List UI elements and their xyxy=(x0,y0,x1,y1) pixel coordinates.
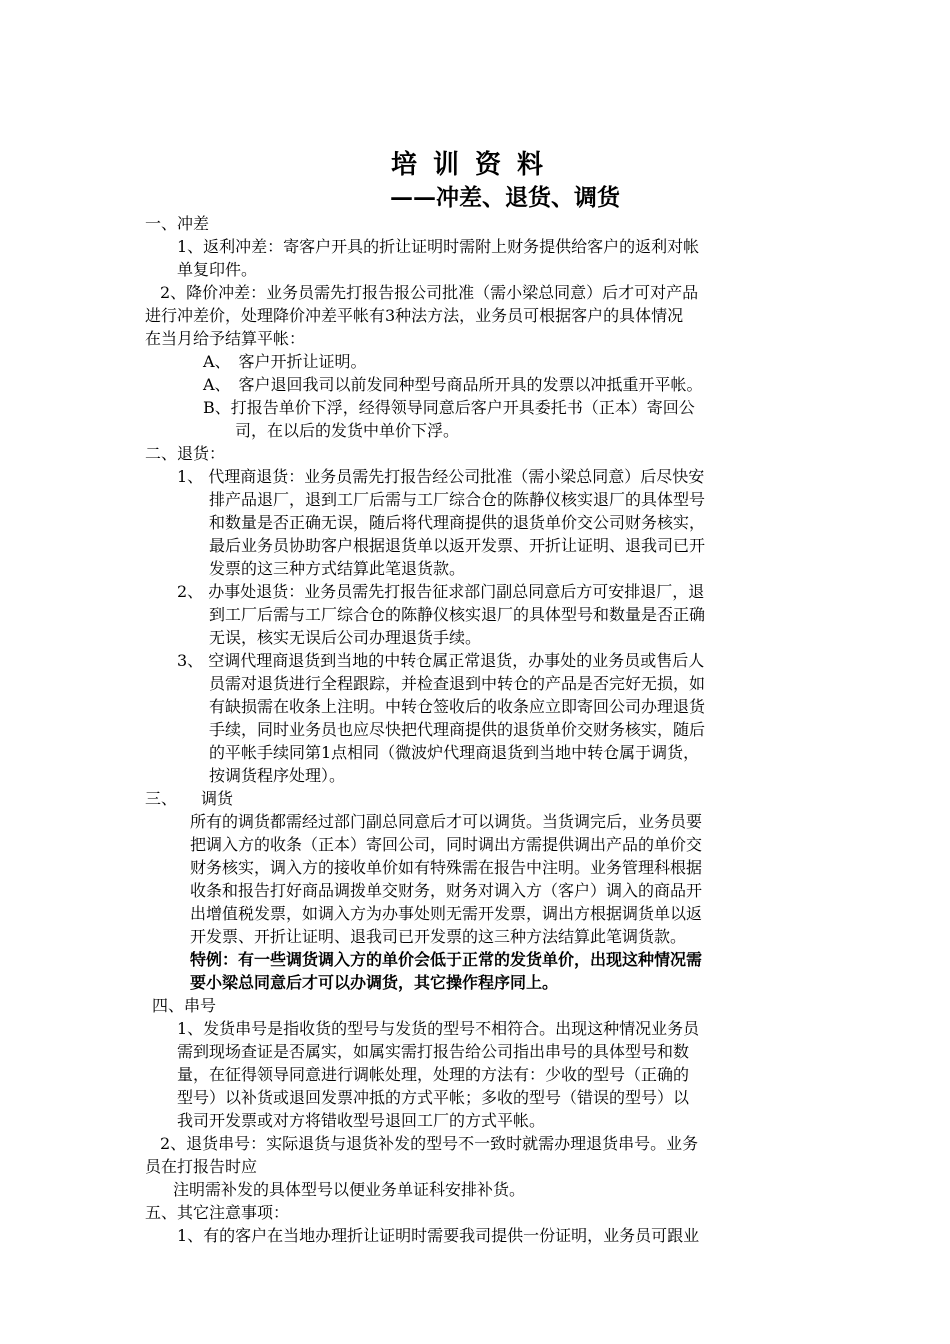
paragraph-line: 把调入方的收条（正本）寄回公司，同时调出方需提供调出产品的单价交 xyxy=(190,835,703,854)
list-item: 的平帐手续同第1点相同（微波炉代理商退货到当地中转仓属于调货， xyxy=(209,743,700,762)
paragraph-line: 所有的调货都需经过部门副总同意后才可以调货。当货调完后，业务员要 xyxy=(190,812,703,831)
paragraph-line: 1、有的客户在当地办理折让证明时需要我司提供一份证明，业务员可跟业 xyxy=(177,1226,700,1245)
list-item: 无误，核实无误后公司办理退货手续。 xyxy=(209,628,482,647)
paragraph-line: 在当月给予结算平帐： xyxy=(145,329,306,348)
paragraph-line: 2、降价冲差：业务员需先打报告报公司批准（需小梁总同意）后才可对产品 xyxy=(160,283,699,302)
paragraph-line: 出增值税发票，如调入方为办事处则无需开发票，调出方根据调货单以返 xyxy=(190,904,703,923)
paragraph-line: 需到现场查证是否属实，如属实需打报告给公司指出串号的具体型号和数 xyxy=(177,1042,690,1061)
document-subtitle: ——冲差、退货、调货 xyxy=(390,184,620,211)
paragraph-line: 收条和报告打好商品调拨单交财务，财务对调入方（客户）调入的商品开 xyxy=(190,881,703,900)
list-item: 2、 办事处退货：业务员需先打报告征求部门副总同意后方可安排退厂，退 xyxy=(177,582,705,601)
list-item: B、打报告单价下浮，经得领导同意后客户开具委托书（正本）寄回公 xyxy=(203,398,695,417)
list-item: 和数量是否正确无误，随后将代理商提供的退货单价交公司财务核实， xyxy=(209,513,706,532)
list-item: A、 客户退回我司以前发同种型号商品所开具的发票以冲抵重开平帐。 xyxy=(203,375,703,394)
paragraph-line: 注明需补发的具体型号以便业务单证科安排补货。 xyxy=(173,1180,526,1199)
paragraph-line: 财务核实，调入方的接收单价如有特殊需在报告中注明。业务管理科根据 xyxy=(190,858,703,877)
paragraph-line: 2、退货串号：实际退货与退货补发的型号不一致时就需办理退货串号。业务 xyxy=(160,1134,699,1153)
special-case-note: 特例：有一些调货调入方的单价会低于正常的发货单价，出现这种情况需 xyxy=(190,950,703,969)
paragraph-line: 单复印件。 xyxy=(177,260,258,279)
list-item: 排产品退厂，退到工厂后需与工厂综合仓的陈静仪核实退厂的具体型号 xyxy=(209,490,706,509)
section-heading-2: 二、退货： xyxy=(145,444,226,463)
document-title: 培训资料 xyxy=(390,150,559,180)
list-item: 1、 代理商退货：业务员需先打报告经公司批准（需小梁总同意）后尽快安 xyxy=(177,467,705,486)
section-heading-1: 一、冲差 xyxy=(145,214,210,233)
list-item: 发票的这三种方式结算此笔退货款。 xyxy=(209,559,466,578)
list-item: 3、 空调代理商退货到当地的中转仓属正常退货，办事处的业务员或售后人 xyxy=(177,651,705,670)
list-item: 员需对退货进行全程跟踪，并检查退到中转仓的产品是否完好无损，如 xyxy=(209,674,706,693)
list-item: A、 客户开折让证明。 xyxy=(203,352,367,371)
section-heading-3: 三、 调货 xyxy=(145,789,234,808)
section-heading-4: 四、串号 xyxy=(152,996,217,1015)
list-item: 手续，同时业务员也应尽快把代理商提供的退货单价交财务核实，随后 xyxy=(209,720,706,739)
paragraph-line: 开发票、开折让证明、退我司已开发票的这三种方法结算此笔调货款。 xyxy=(190,927,687,946)
paragraph-line: 进行冲差价，处理降价冲差平帐有3种法方法，业务员可根据客户的具体情况 xyxy=(145,306,684,325)
paragraph-line: 型号）以补货或退回发票冲抵的方式平帐；多收的型号（错误的型号）以 xyxy=(177,1088,690,1107)
paragraph-line: 我司开发票或对方将错收型号退回工厂的方式平帐。 xyxy=(177,1111,546,1130)
paragraph-line: 员在打报告时应 xyxy=(145,1157,258,1176)
list-item: 按调货程序处理）。 xyxy=(209,766,346,785)
special-case-note: 要小梁总同意后才可以办调货，其它操作程序同上。 xyxy=(190,973,559,992)
list-item: 有缺损需在收条上注明。中转仓签收后的收条应立即寄回公司办理退货 xyxy=(209,697,706,716)
list-item: 司，在以后的发货中单价下浮。 xyxy=(235,421,460,440)
paragraph-line: 1、返利冲差：寄客户开具的折让证明时需附上财务提供给客户的返利对帐 xyxy=(177,237,700,256)
list-item: 最后业务员协助客户根据退货单以返开发票、开折让证明、退我司已开 xyxy=(209,536,706,555)
paragraph-line: 1、发货串号是指收货的型号与发货的型号不相符合。出现这种情况业务员 xyxy=(177,1019,700,1038)
section-heading-5: 五、其它注意事项： xyxy=(145,1203,290,1222)
paragraph-line: 量，在征得领导同意进行调帐处理，处理的方法有：少收的型号（正确的 xyxy=(177,1065,690,1084)
list-item: 到工厂后需与工厂综合仓的陈静仪核实退厂的具体型号和数量是否正确 xyxy=(209,605,706,624)
